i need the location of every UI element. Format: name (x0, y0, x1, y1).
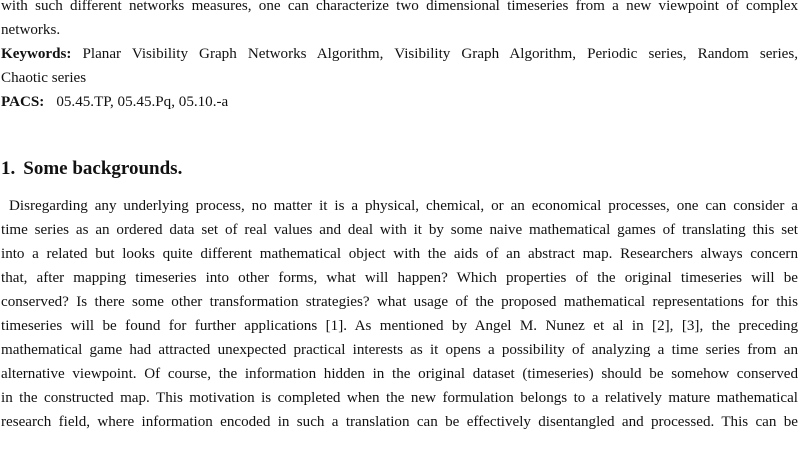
body-line: that, after mapping timeseries into other forms, what will happen? Which properties of the original timeseries will be (1, 270, 798, 286)
body-line: Disregarding any underlying process, no matter it is a physical, chemical, or an economical processes, one can consider a (9, 198, 798, 214)
body-line: time series as an ordered data set of real values and deal with it by some naive mathematical games of translating this set (1, 222, 798, 238)
body-line: conserved? Is there some other transformation strategies? what usage of the proposed mathematical representations for this (1, 294, 798, 310)
keywords-line (1, 42, 798, 66)
abstract-line: networks. (1, 22, 61, 38)
body-line: research field, where information encoded in such a translation can be effectively disentangled and processed. This can be (1, 414, 798, 430)
pacs-label: PACS: (1, 94, 45, 110)
section-title: Some backgrounds. (23, 158, 183, 179)
keywords-line-continued: Chaotic series (1, 70, 87, 86)
keywords-label: Keywords: (1, 46, 72, 62)
body-line: timeseries will be found for further applications [1]. As mentioned by Angel M. Nunez et al in [2], [3], the preceding (1, 318, 798, 334)
body-line: into a related but looks quite different mathematical object with the aids of an abstract map. Researchers always concern (1, 246, 798, 262)
pacs-line (1, 90, 800, 114)
body-line: in the constructed map. This motivation is completed when the new formulation belongs to a relatively mature mathematical (1, 390, 798, 406)
section-heading (1, 156, 800, 182)
abstract-line: with such different networks measures, one can characterize two dimensional timeseries from a new viewpoint of complex (1, 0, 798, 14)
keywords-text: Planar Visibility Graph Networks Algorithm, Visibility Graph Algorithm, Periodic series, Random series, (82, 46, 799, 62)
body-line: mathematical game had attracted unexpected practical interests as it opens a possibility of analyzing a time series from an (1, 342, 798, 358)
body-line: alternative viewpoint. Of course, the information hidden in the original dataset (timeseries) should be somehow conserved (1, 366, 798, 382)
pacs-value: 05.45.TP, 05.45.Pq, 05.10.-a (56, 94, 229, 110)
section-number: 1. (1, 158, 16, 179)
